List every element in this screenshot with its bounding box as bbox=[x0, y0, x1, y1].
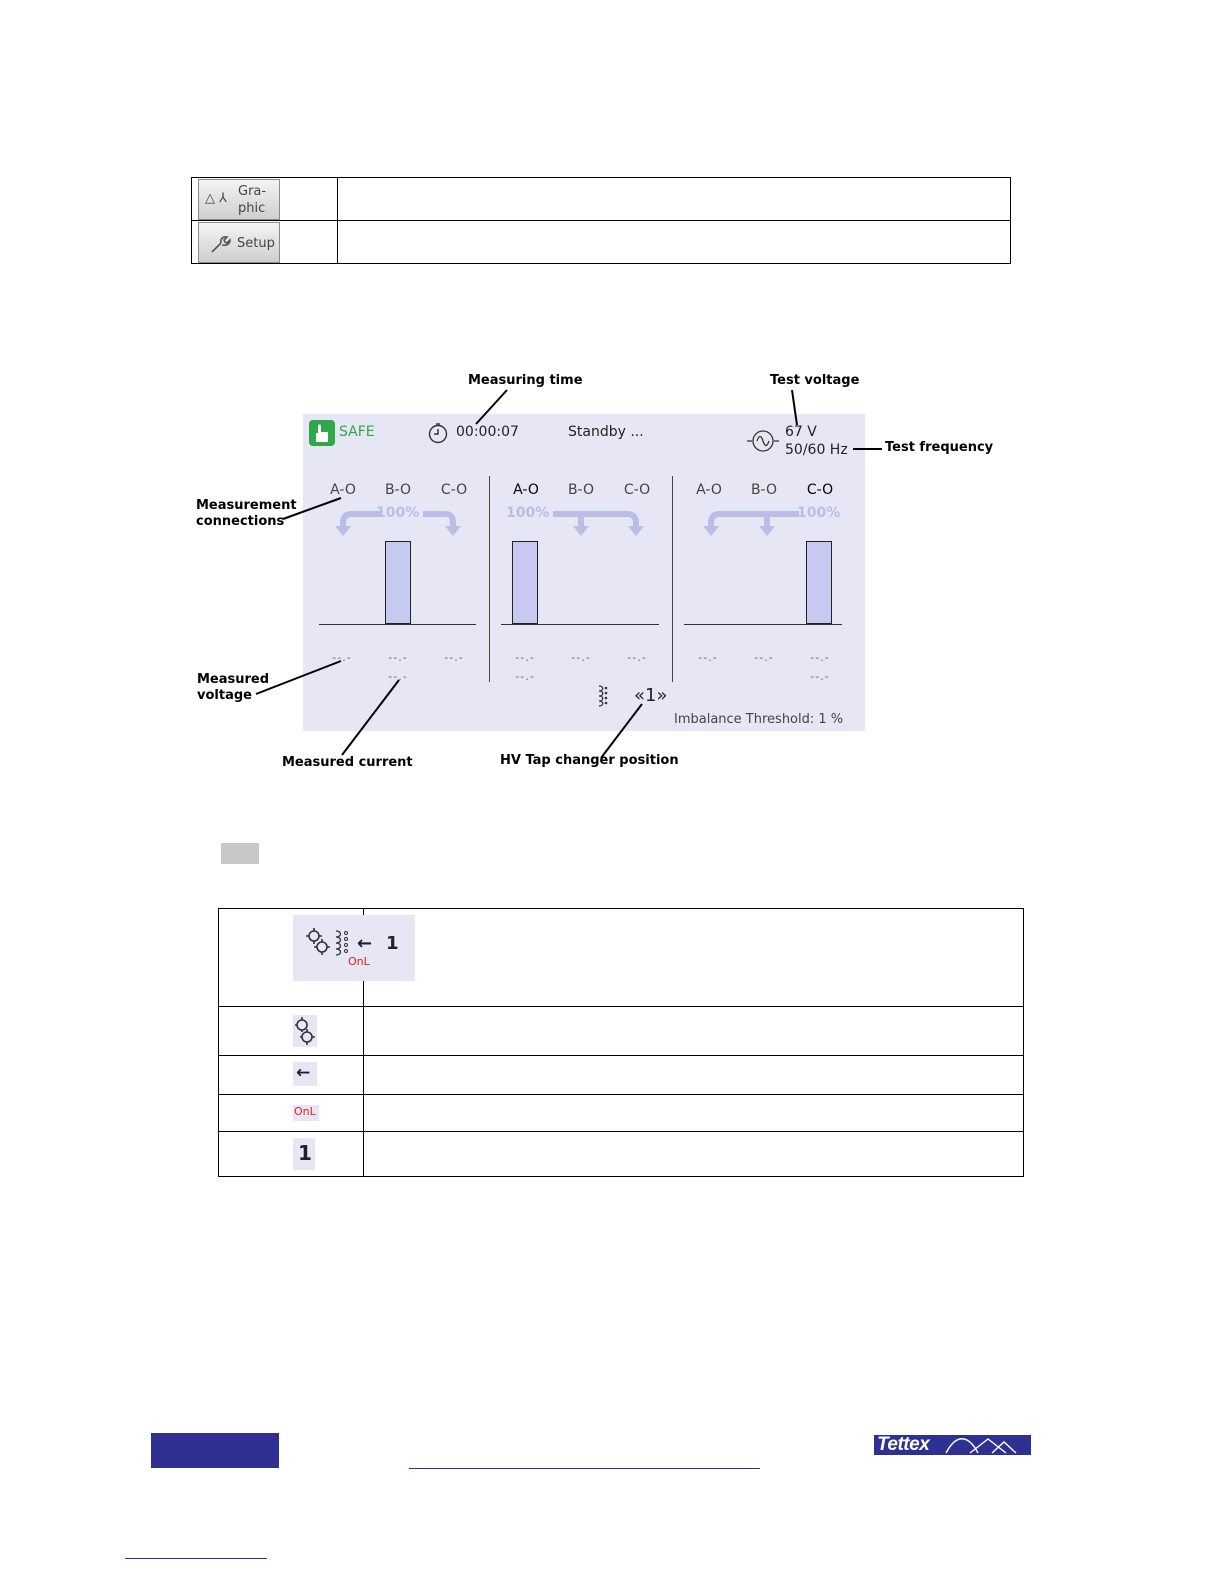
footer-link-rule bbox=[125, 1558, 267, 1559]
tap-changer-composite-icon bbox=[293, 915, 415, 981]
test-frequency-callout: Test frequency bbox=[885, 440, 994, 455]
tap-changer-legend-table bbox=[218, 908, 1024, 1177]
connection-label: B-O bbox=[567, 482, 595, 498]
gear-icon bbox=[305, 927, 331, 957]
imbalance-threshold: Imbalance Threshold: 1 % bbox=[674, 712, 844, 727]
measured-voltage-callout-2: voltage bbox=[197, 688, 252, 703]
voltage-reading: --.- bbox=[332, 651, 352, 664]
logo-waves-icon bbox=[942, 1436, 1030, 1454]
percent-label: 100% bbox=[376, 505, 420, 521]
current-reading: --.- bbox=[388, 670, 408, 683]
footer-color-block bbox=[151, 1433, 279, 1468]
current-reading: --.- bbox=[810, 670, 830, 683]
measuring-time-callout: Measuring time bbox=[468, 373, 583, 388]
tap-position-value: «1» bbox=[634, 685, 668, 706]
voltage-reading: --.- bbox=[627, 651, 647, 664]
voltage-reading: --.- bbox=[388, 651, 408, 664]
percent-label: 100% bbox=[797, 505, 841, 521]
measured-current-callout: Measured current bbox=[282, 755, 413, 770]
voltage-reading: --.- bbox=[754, 651, 774, 664]
connection-label: A-O bbox=[330, 482, 356, 498]
connection-label: A-O bbox=[513, 482, 539, 498]
hv-tap-changer-callout: HV Tap changer position bbox=[500, 753, 679, 768]
voltage-reading: --.- bbox=[515, 651, 535, 664]
graphic-button-label-1: Gra- bbox=[238, 184, 267, 199]
gear-icon bbox=[293, 1015, 317, 1047]
onl-label: OnL bbox=[348, 955, 370, 968]
voltage-reading: --.- bbox=[810, 651, 830, 664]
connection-label: C-O bbox=[440, 482, 468, 498]
footer-rule bbox=[409, 1468, 760, 1469]
test-voltage-callout: Test voltage bbox=[770, 373, 860, 388]
setup-button-label: Setup bbox=[237, 236, 275, 251]
grey-marker bbox=[221, 843, 259, 864]
connection-label: A-O bbox=[696, 482, 722, 498]
test-voltage-value: 67 V bbox=[785, 424, 817, 440]
connection-label: C-O bbox=[806, 482, 834, 498]
measurement-connections-callout-2: connections bbox=[196, 514, 285, 529]
graphic-button-label-2: phic bbox=[238, 201, 266, 216]
connection-label: B-O bbox=[750, 482, 778, 498]
arrow-left-icon: ← bbox=[357, 933, 373, 954]
voltage-reading: --.- bbox=[444, 651, 464, 664]
measured-voltage-callout-1: Measured bbox=[197, 672, 270, 687]
arrow-left-icon: ← bbox=[293, 1062, 317, 1086]
number-icon: 1 bbox=[293, 1138, 315, 1170]
onl-badge: OnL bbox=[293, 1105, 319, 1121]
tettex-logo: Tettex bbox=[874, 1435, 1031, 1455]
measurement-connections-callout-1: Measurement bbox=[196, 498, 297, 513]
current-reading: --.- bbox=[515, 670, 535, 683]
tap-number: 1 bbox=[386, 933, 399, 954]
test-frequency-value: 50/60 Hz bbox=[785, 442, 848, 458]
status-text: Standby ... bbox=[568, 424, 644, 440]
connection-label: B-O bbox=[384, 482, 412, 498]
delta-wye-icon: △ ⅄ bbox=[205, 191, 228, 206]
voltage-reading: --.- bbox=[698, 651, 718, 664]
measuring-time-value: 00:00:07 bbox=[456, 424, 519, 440]
safe-status-label: SAFE bbox=[339, 424, 375, 440]
connection-label: C-O bbox=[623, 482, 651, 498]
percent-label: 100% bbox=[506, 505, 550, 521]
voltage-reading: --.- bbox=[571, 651, 591, 664]
